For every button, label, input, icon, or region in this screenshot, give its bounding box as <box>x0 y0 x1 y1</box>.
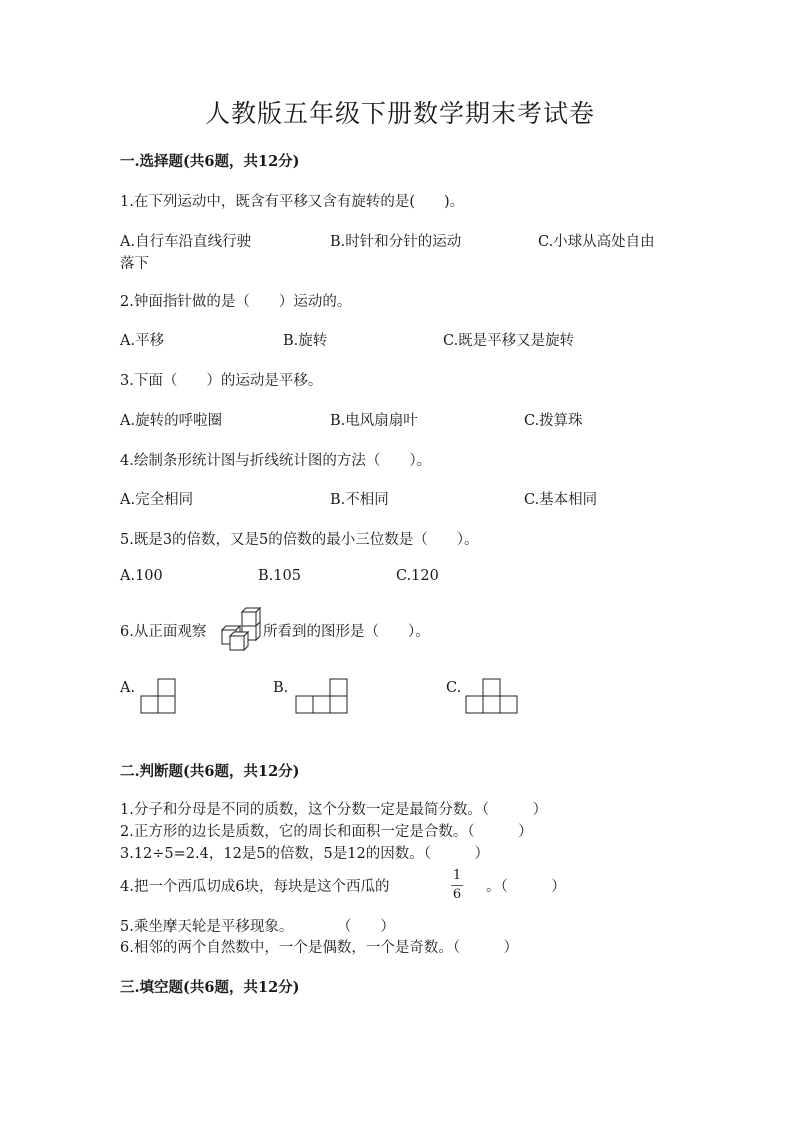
question-1: 1.在下列运动中，既含有平移又含有旋转的是( )。 <box>120 194 465 210</box>
option-c-figure-icon <box>465 678 521 716</box>
option-c-continued: 落下 <box>120 256 149 272</box>
option-b: B.电风扇扇叶 <box>330 413 418 429</box>
judge-item-4-suffix: 。（ ） <box>486 879 566 895</box>
judge-item-1: 1.分子和分母是不同的质数，这个分数一定是最简分数。（ ） <box>120 802 548 818</box>
judge-item-4-prefix: 4.把一个西瓜切成6块，每块是这个西瓜的 <box>120 879 390 895</box>
option-c: C. <box>446 680 462 696</box>
section-heading-judge: 二.判断题(共6题，共12分) <box>120 763 300 780</box>
question-2: 2.钟面指针做的是（ ）运动的。 <box>120 294 352 310</box>
fraction-numerator: 1 <box>452 868 462 883</box>
option-b-figure-icon <box>295 678 351 716</box>
section-heading-choice: 一.选择题(共6题，共12分) <box>120 153 300 170</box>
option-a: A.完全相同 <box>120 492 194 508</box>
option-a: A.平移 <box>120 333 165 349</box>
judge-item-3: 3.12÷5=2.4，12是5的倍数，5是12的因数。（ ） <box>120 846 489 862</box>
judge-item-6: 6.相邻的两个自然数中，一个是偶数，一个是奇数。（ ） <box>120 940 519 956</box>
question-6-prefix: 6.从正面观察 <box>120 624 207 640</box>
option-c: C.拨算珠 <box>524 413 583 429</box>
option-b: B. <box>273 680 289 696</box>
option-b: B.旋转 <box>283 333 328 349</box>
option-b: B.不相同 <box>330 492 389 508</box>
judge-item-5: 5.乘坐摩天轮是平移现象。 （ ） <box>120 919 395 935</box>
question-3: 3.下面（ ）的运动是平移。 <box>120 373 323 389</box>
option-a: A.100 <box>120 568 163 584</box>
section-heading-fill: 三.填空题(共6题，共12分) <box>120 979 300 996</box>
fraction <box>450 868 464 903</box>
option-b: B.105 <box>258 568 301 584</box>
question-5: 5.既是3的倍数，又是5的倍数的最小三位数是（ ）。 <box>120 532 479 548</box>
option-a-figure-icon <box>140 678 178 716</box>
fraction-denominator: 6 <box>452 887 462 902</box>
page-title: 人教版五年级下册数学期末考试卷 <box>204 99 595 128</box>
option-a: A. <box>120 680 136 696</box>
fraction-bar <box>451 885 463 886</box>
option-b: B.时针和分针的运动 <box>330 234 462 250</box>
option-c: C.小球从高处自由 <box>538 234 655 250</box>
question-6-suffix: 所看到的图形是（ ）。 <box>263 624 430 640</box>
question-4: 4.绘制条形统计图与折线统计图的方法（ ）。 <box>120 453 432 469</box>
option-a: A.旋转的呼啦圈 <box>120 413 223 429</box>
judge-item-2: 2.正方形的边长是质数，它的周长和面积一定是合数。（ ） <box>120 824 533 840</box>
option-c: C.既是平移又是旋转 <box>443 333 575 349</box>
option-c: C.基本相同 <box>524 492 598 508</box>
cube-figure-icon <box>218 606 266 656</box>
option-c: C.120 <box>396 568 439 584</box>
option-a: A.自行车沿直线行驶 <box>120 234 252 250</box>
